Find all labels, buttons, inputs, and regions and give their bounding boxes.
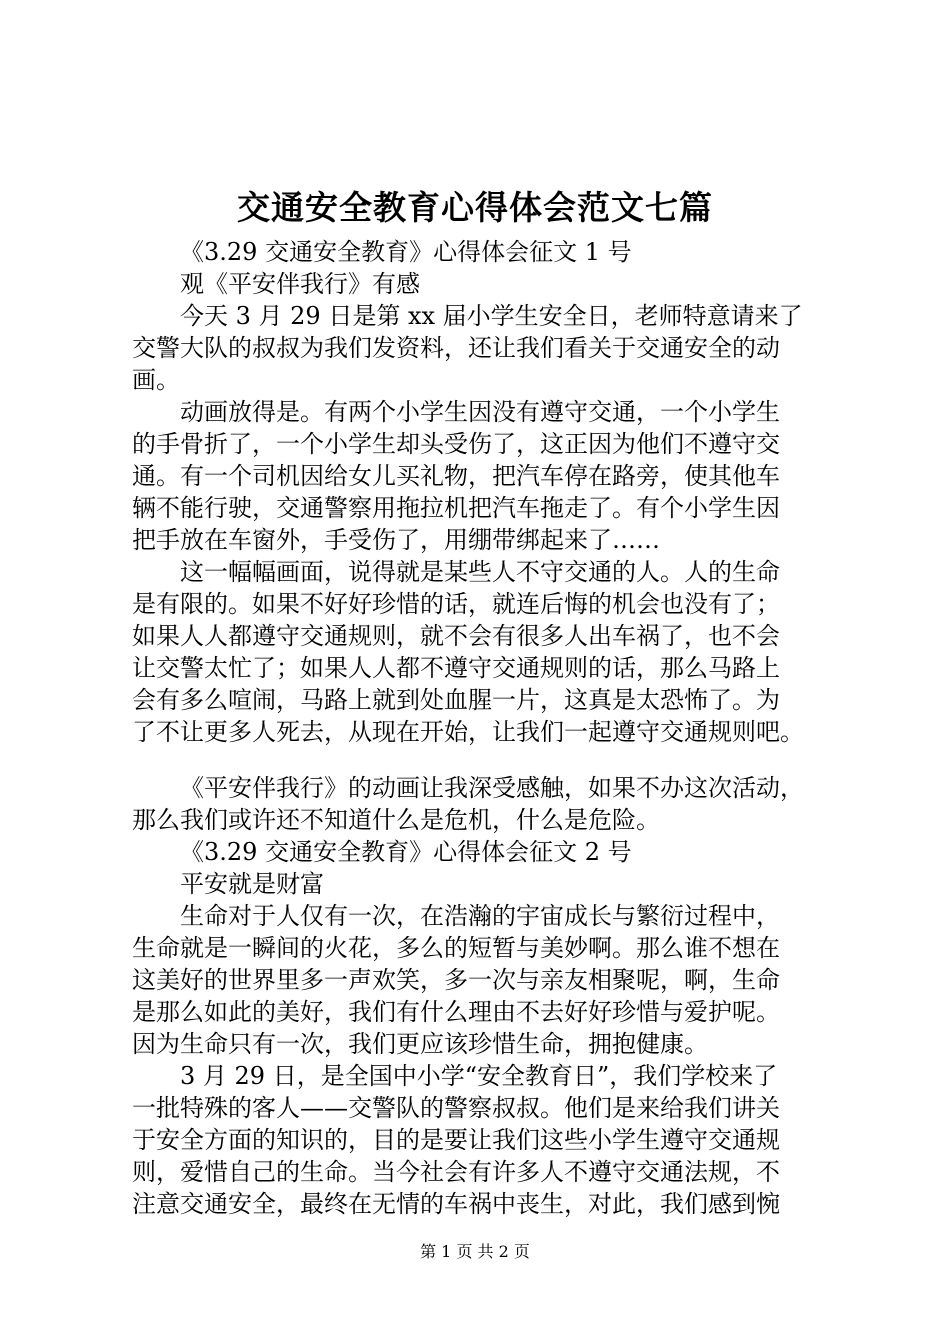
paragraph: [132, 236, 832, 268]
text-line: 那么我们或许还不知道什么是危机，什么是危险。: [132, 806, 660, 834]
text-line: 注意交通安全，最终在无情的车祸中丧生，对此，我们感到惋: [132, 1190, 780, 1218]
text-line: 生命对于人仅有一次，在浩瀚的宇宙成长与繁衍过程中，: [180, 902, 780, 930]
text-line: 的手骨折了，一个小学生却头受伤了，这正因为他们不遵守交: [132, 430, 780, 458]
text-line: 《3.29 交通安全教育》心得体会征文 1 号: [180, 238, 632, 266]
text-line: 这一幅幅画面，说得就是某些人不守交通的人。人的生命: [180, 558, 780, 586]
text-line: 于安全方面的知识的，目的是要让我们这些小学生遵守交通规: [132, 1126, 780, 1154]
text-line: 通。有一个司机因给女儿买礼物，把汽车停在路旁，使其他车: [132, 462, 780, 490]
text-line: 《平安伴我行》的动画让我深受感触，如果不办这次活动，: [180, 774, 804, 802]
paragraph: [132, 396, 832, 556]
text-line: 这美好的世界里多一声欢笑，多一次与亲友相聚呢，啊，生命: [132, 966, 780, 994]
text-line: 今天 3 月 29 日是第 xx 届小学生安全日，老师特意请来了: [180, 302, 803, 330]
text-line: 3 月 29 日，是全国中小学“安全教育日”，我们学校来了: [180, 1062, 778, 1090]
text-line: 平安就是财富: [180, 870, 324, 898]
text-line: 辆不能行驶，交通警察用拖拉机把汽车拖走了。有个小学生因: [132, 494, 780, 522]
document-title: 交通安全教育心得体会范文七篇: [237, 188, 713, 227]
paragraph: [132, 1060, 832, 1220]
paragraph: [132, 556, 832, 748]
paragraph-spacer: [132, 748, 832, 772]
text-line: 画。: [132, 366, 180, 394]
text-line: 是那么如此的美好，我们有什么理由不去好好珍惜与爱护呢。: [132, 998, 780, 1026]
paragraph: [132, 900, 832, 1060]
text-line: 交警大队的叔叔为我们发资料，还让我们看关于交通安全的动: [132, 334, 780, 362]
paragraph: [132, 300, 832, 396]
text-line: 动画放得是。有两个小学生因没有遵守交通，一个小学生: [180, 398, 780, 426]
document-body: [132, 236, 832, 1220]
text-line: 把手放在车窗外，手受伤了，用绷带绑起来了……: [132, 526, 660, 554]
page-footer: 第 1 页 共 2 页: [420, 1242, 530, 1261]
paragraph: [132, 772, 832, 836]
text-line: 会有多么喧闹，马路上就到处血腥一片，这真是太恐怖了。为: [132, 686, 780, 714]
text-line: 如果人人都遵守交通规则，就不会有很多人出车祸了，也不会: [132, 622, 780, 650]
text-line: 《3.29 交通安全教育》心得体会征文 2 号: [180, 838, 632, 866]
text-line: 是有限的。如果不好好珍惜的话，就连后悔的机会也没有了；: [132, 590, 780, 618]
text-line: 因为生命只有一次，我们更应该珍惜生命，拥抱健康。: [132, 1030, 708, 1058]
text-line: 让交警太忙了；如果人人都不遵守交通规则的话，那么马路上: [132, 654, 780, 682]
paragraph: [132, 268, 832, 300]
paragraph: [132, 836, 832, 868]
text-line: 了不让更多人死去，从现在开始，让我们一起遵守交通规则吧。: [132, 718, 804, 746]
text-line: 生命就是一瞬间的火花，多么的短暂与美妙啊。那么谁不想在: [132, 934, 780, 962]
text-line: 则，爱惜自己的生命。当今社会有许多人不遵守交通法规，不: [132, 1158, 780, 1186]
paragraph: [132, 868, 832, 900]
text-line: 观《平安伴我行》有感: [180, 270, 420, 298]
text-line: 一批特殊的客人——交警队的警察叔叔。他们是来给我们讲关: [132, 1094, 780, 1122]
